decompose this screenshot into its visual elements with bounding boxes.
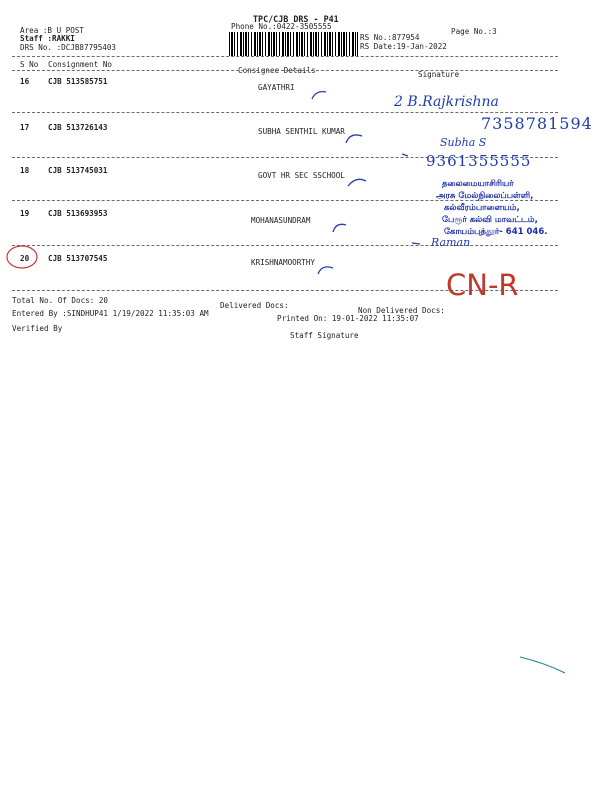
signature-row-19: Raman [431, 236, 471, 249]
signature-row-16-phone: 7358781594 [481, 114, 593, 133]
printed-on: Printed On: 19-01-2022 11:35:07 [277, 314, 419, 323]
row-sno: 18 [20, 166, 30, 175]
staff-signature: Staff Signature [290, 331, 359, 340]
phone-number: Phone No.:0422-3505555 [231, 22, 332, 31]
page-number: Page No.:3 [451, 27, 497, 36]
row-consignment: CJB 513707545 [48, 254, 108, 263]
signature-row-17-phone: 9361355555 [426, 152, 532, 170]
row-sno: 20 [20, 254, 30, 263]
school-seal-stamp [428, 178, 588, 238]
row-sno: 16 [20, 77, 30, 86]
drs-title: TPC/CJB DRS - P41 [253, 14, 339, 24]
row-consignment: CJB 513745031 [48, 166, 108, 175]
row-consignment: CJB 513585751 [48, 77, 108, 86]
col-consignee: Consignee Details [238, 66, 316, 75]
entered-by: Entered By :SINDHUP41 1/19/2022 11:35:03 AM [12, 309, 209, 318]
row-sno: 19 [20, 209, 30, 218]
row-consignee: GOVT HR SEC SSCHOOL [258, 171, 345, 180]
seal-line: பேரூர் கல்வி மாவட்டம், [442, 215, 538, 225]
drs-number: DRS No. :DCJB87795403 [20, 43, 117, 52]
non-delivered-docs: Non Delivered Docs: [358, 306, 445, 315]
rs-date: RS Date:19-Jan-2022 [360, 42, 447, 51]
col-sno: S No [20, 60, 39, 69]
row-consignment: CJB 513693953 [48, 209, 108, 218]
signature-row-17: Subha S [440, 136, 487, 149]
row-sno: 17 [20, 123, 30, 132]
row-consignee: MOHANASUNDRAM [251, 216, 311, 225]
row-consignment: CJB 513726143 [48, 123, 108, 132]
row-consignee: KRISHNAMOORTHY [251, 258, 316, 267]
delivered-docs: Delivered Docs: [220, 301, 289, 310]
rs-number: RS No.:877954 [360, 33, 420, 42]
row-consignee: SUBHA SENTHIL KUMAR [258, 127, 345, 136]
seal-line: கோயம்புத்தூர்- 641 046. [444, 227, 548, 237]
signature-row-16: 2 B.Rajkrishna [394, 94, 499, 110]
row-consignee: GAYATHRI [258, 83, 295, 92]
verified-by: Verified By [12, 324, 63, 333]
seal-line: கல்வீரம்பாளையம், [444, 203, 520, 213]
seal-line: தலைமையாசிரியர் [442, 179, 514, 189]
seal-line: அரசு மேல்நிலைப்பள்ளி, [436, 191, 534, 201]
cn-r-mark: CN-R [446, 268, 519, 302]
area-field: Area :B U POST [20, 26, 85, 35]
col-signature: Signature [418, 70, 460, 79]
staff-field: Staff :RAKKI [20, 34, 75, 43]
total-docs: Total No. Of Docs: 20 [12, 296, 109, 305]
col-consignment: Consignment No [48, 60, 113, 69]
